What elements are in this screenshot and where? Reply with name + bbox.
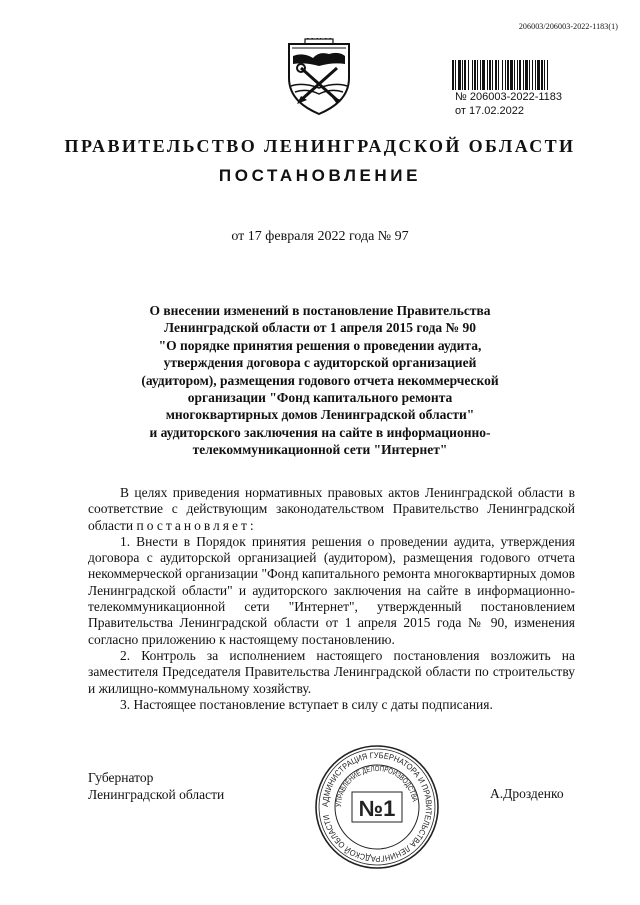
signatory-position-line: Губернатор xyxy=(88,770,154,785)
barcode-bar xyxy=(548,60,549,90)
coat-of-arms-icon xyxy=(283,38,355,116)
registration-barcode xyxy=(452,60,598,90)
subject-line: "О порядке принятия решения о проведении аудита, xyxy=(158,337,482,353)
stamp-outer-text: АДМИНИСТРАЦИЯ ГУБЕРНАТОРА И ПРАВИТЕЛЬСТВА ЛЕНИНГРАДСКОЙ ОБЛАСТИ xyxy=(319,749,435,865)
decree-word: постановляет: xyxy=(136,517,257,533)
signatory-name: А.Дрозденко xyxy=(490,786,564,801)
item-1-paragraph: 1. Внести в Порядок принятия решения о проведении аудита, утверждения договора с аудиторской организацией (аудитором), размещения годового отчета некоммерческой организации "Фонд капитального ремонта многоквартирных домов Ленинградской области" и аудиторского заключения на сайте в информационно-телекоммуникационной сети "Интернет", утвержденный постановлением Правительства Ленинградской области от 1 апреля 2015 года № 90, изменения согласно приложению к настоящему постановлению. xyxy=(88,533,575,647)
official-stamp xyxy=(312,742,442,872)
signatory-position-line: Ленинградской области xyxy=(88,786,225,802)
document-subject xyxy=(120,302,520,459)
intro-text: В целях приведения нормативных правовых актов Ленинградской области в соответствие с действующим законодательством Правительство Ленинградской области xyxy=(88,485,575,533)
subject-line: (аудитором), размещения годового отчета некоммерческой xyxy=(141,372,499,388)
subject-line: утверждения договора с аудиторской организацией xyxy=(163,355,477,371)
subject-line: организации "Фонд капитального ремонта xyxy=(187,390,453,406)
subject-line: многоквартирных домов Ленинградской области" xyxy=(165,407,475,423)
intro-paragraph xyxy=(88,485,575,534)
subject-line: О внесении изменений в постановление Правительства xyxy=(149,303,491,318)
signatory-position xyxy=(88,770,224,803)
subject-line: и аудиторского заключения на сайте в информационно- xyxy=(149,424,491,440)
document-date: от 17 февраля 2022 года № 97 xyxy=(231,229,409,244)
document-type: ПОСТАНОВЛЕНИЕ xyxy=(218,166,422,185)
subject-line: телекоммуникационной сети "Интернет" xyxy=(192,442,448,458)
subject-line: Ленинградской области от 1 апреля 2015 года № 90 xyxy=(163,320,476,336)
registration-top-code: 206003/206003-2022-1183(1) xyxy=(518,22,618,31)
stamp-inner-text: УПРАВЛЕНИЕ ДЕЛОПРОИЗВОДСТВА xyxy=(333,763,420,808)
item-2-paragraph: 2. Контроль за исполнением настоящего постановления возложить на заместителя Председателя Правительства Ленинградской области по строительству и жилищно-коммунальному хозяйству. xyxy=(88,647,575,696)
document-body xyxy=(88,485,575,713)
registration-date: от 17.02.2022 xyxy=(455,105,525,117)
registration-number: № 206003-2022-1183 xyxy=(455,91,563,103)
item-3-paragraph: 3. Настоящее постановление вступает в силу с даты подписания. xyxy=(120,696,493,712)
government-title: ПРАВИТЕЛЬСТВО ЛЕНИНГРАДСКОЙ ОБЛАСТИ xyxy=(64,136,576,156)
registration-block xyxy=(455,90,562,118)
stamp-number: №1 xyxy=(358,796,396,821)
